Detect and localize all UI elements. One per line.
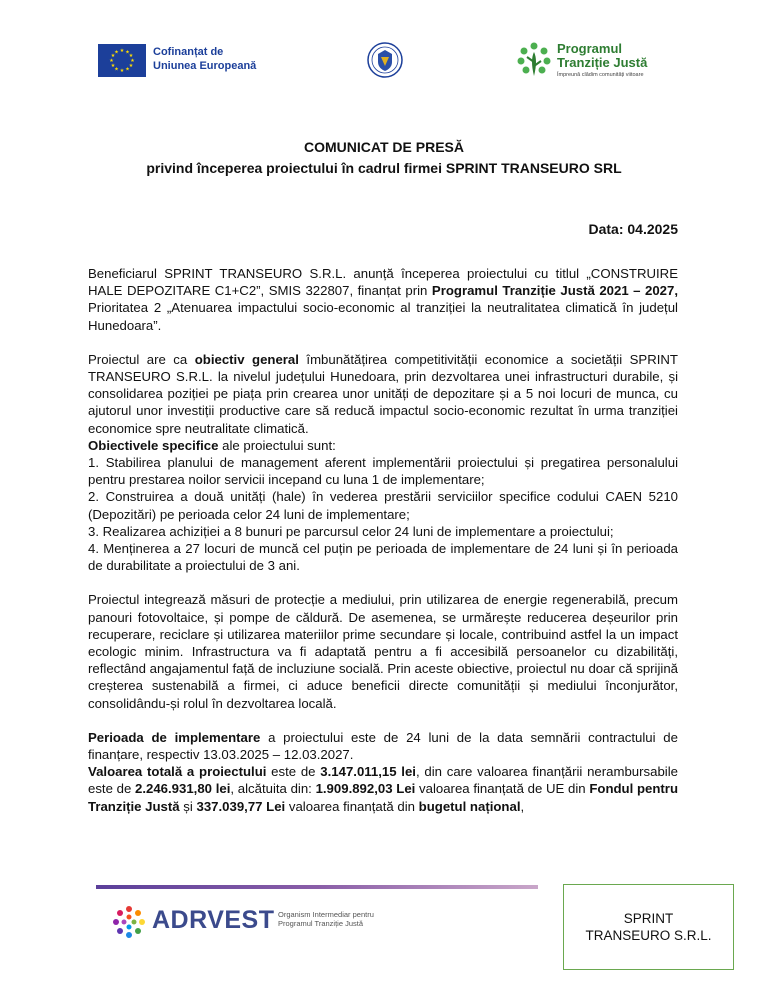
adrvest-subtitle: Organism Intermediar pentru Programul Tranziție Justă — [278, 910, 374, 928]
svg-text:★: ★ — [128, 63, 134, 69]
svg-text:★: ★ — [125, 49, 130, 56]
intro-paragraph: Beneficiarul SPRINT TRANSEURO S.R.L. anunță începerea proiectului cu titlul „CONSTRUIRE HALE DEPOZITARE C1+C2”, SMIS 322807, finanțat prin Programul Tranziție Justă 2021 – 2027, Prioritatea 2 „Atenuarea impactului socio-economic al tranziției la neutralitatea climatică în județul Hunedoara”. — [88, 266, 679, 333]
press-release-title: COMUNICAT DE PRESĂ — [304, 139, 464, 155]
romania-coat-of-arms-icon — [367, 42, 403, 78]
objective-item: 3. Realizarea achiziției a 8 bunuri pe parcursul celor 24 luni de implementare a proiectului; — [88, 523, 614, 539]
company-name-box: SPRINT TRANSEURO S.R.L. — [563, 884, 734, 970]
eu-cofinancing-label: Cofinanțat de Uniunea Europeană — [153, 46, 257, 72]
svg-text:★: ★ — [130, 58, 135, 64]
adrvest-name: ADRVEST — [152, 906, 275, 934]
tranzitie-justa-label: Programul Tranziție Justă Împreună clădim comunități viitoare — [557, 41, 648, 78]
svg-text:★: ★ — [119, 48, 125, 54]
svg-text:★: ★ — [114, 66, 119, 73]
footer-divider — [96, 885, 538, 889]
tranzitie-justa-logo-icon — [515, 40, 553, 80]
adrvest-logo-icon — [112, 905, 146, 939]
release-date: Data: 04.2025 — [588, 221, 678, 237]
objective-item: 2. Construirea a două unități (hale) în vederea prestării serviciilor specifice codului CAEN 5210 (Depozitări) pe perioada celor 24 luni de implementare; — [88, 489, 678, 522]
implementation-period-paragraph: Perioada de implementare a proiectului este de 24 luni de la data semnării contractului de finanțare, respectiv 13.03.2025 – 12.03.2027. — [88, 729, 678, 763]
svg-text:★: ★ — [125, 66, 130, 73]
environment-paragraph: Proiectul integrează măsuri de protecție a mediului, prin utilizarea de energie regenerabilă, precum panouri fotovoltaice, și pompe de căldură. De asemenea, se urmărește reducerea deșeurilor prin recuperare, reciclare și utilizarea materiilor prime secundare și locale, contribuind astfel la un impact ecologic minim. Infrastructura va fi adaptată pentru a fi accesibilă persoanelor cu dizabilități, reflectând angajamentul față de incluziune socială. Prin aceste obiective, proiectul nu doar că sprijină creșterea sustenabilă a firmei, ci aduce beneficii directe comunității și mediului înconjurător, consolidându-și rolul în dezvoltarea locală. — [88, 592, 678, 711]
project-value-paragraph: Valoarea totală a proiectului este de 3.147.011,15 lei, din care valoarea finanțării nerambursabile este de 2.246.931,80 lei, alcătuita din: 1.909.892,03 Lei valoarea finanțată de UE din Fondul pentru Tranziție Justă și 337.039,77 Lei valoarea finanțată din bugetul național, — [88, 764, 678, 814]
press-release-body — [88, 265, 678, 815]
svg-text:★: ★ — [109, 58, 114, 64]
press-release-subtitle: privind începerea proiectului în cadrul firmei SPRINT TRANSEURO SRL — [146, 160, 622, 176]
svg-text:★: ★ — [110, 53, 116, 59]
svg-text:★: ★ — [114, 49, 119, 56]
svg-text:★: ★ — [128, 53, 134, 59]
svg-text:★: ★ — [110, 63, 116, 69]
objective-item: 4. Menținerea a 27 locuri de muncă cel puțin pe perioada de implementare de 24 luni și în perioada de durabilitate a proiectului de 3 ani. — [88, 541, 678, 574]
objective-item: 1. Stabilirea planului de management aferent implementării proiectului și pregatirea personalului pentru prestarea noilor servicii incepand cu luna 1 de implementare; — [88, 455, 678, 488]
general-objective-paragraph: Proiectul are ca obiectiv general îmbunătățirea competitivității economice a societății SPRINT TRANSEURO S.R.L. la nivelul județului Hunedoara, prin dezvoltarea unei infrastructuri durabile, și consolidarea poziției pe piața prin crearea unor unități de depozitare și a 5 noi locuri de munca, cu ajutorul unor investiții productive care să reducă impactul socio-economic rezultat în urma tranziției economice spre neutralitate climatică. — [88, 351, 678, 436]
svg-text:★: ★ — [119, 68, 125, 74]
eu-flag-icon — [98, 44, 146, 77]
specific-objectives-heading: Obiectivele specifice ale proiectului sunt: — [88, 437, 336, 453]
